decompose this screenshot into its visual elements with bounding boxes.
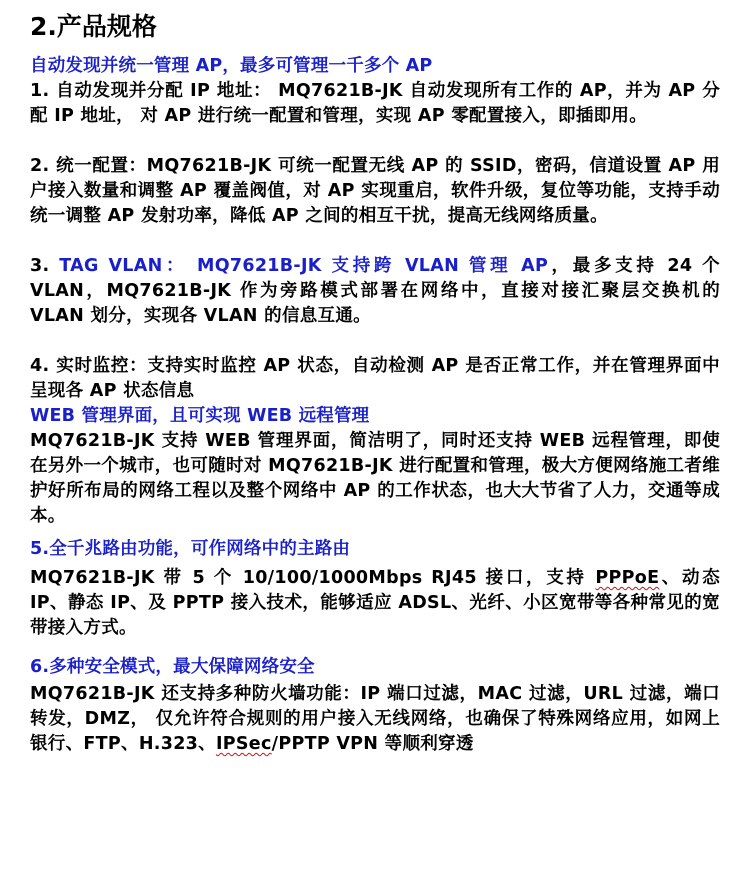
paragraph-security-modes xyxy=(30,682,720,757)
security-text-b: /PPTP VPN 等顺利穿透 xyxy=(271,734,474,754)
paragraph-tag-vlan xyxy=(30,254,720,329)
routing-text-a: MQ7621B-JK 带 5 个 10/100/1000Mbps RJ45 接口，支持 xyxy=(30,568,596,588)
section-title: 2.产品规格 xyxy=(30,12,157,41)
paragraph-auto-discovery: 1. 自动发现并分配 IP 地址： MQ7621B-JK 自动发现所有工作的 AP，并为 AP 分配 IP 地址， 对 AP 进行统一配置和管理，实现 AP 零配置接入，即插即用。 xyxy=(30,81,720,126)
paragraph-realtime-monitor: 4. 实时监控：支持实时监控 AP 状态，自动检测 AP 是否正常工作，并在管理界面中呈现各 AP 状态信息 xyxy=(30,356,720,401)
heading-security-modes: 6.多种安全模式，最大保障网络安全 xyxy=(30,657,315,677)
pppoe-term: PPPoE xyxy=(595,568,660,588)
security-text-a: MQ7621B-JK 还支持多种防火墙功能：IP 端口过滤，MAC 过滤，URL 过滤，端口转发，DMZ， 仅允许符合规则的用户接入无线网络，也确保了特殊网络应用，如网上银行、FTP、H.323、 xyxy=(30,684,720,754)
ipsec-term: IPSec xyxy=(215,734,272,754)
tag-vlan-rest: ，最多支持 24 个 VLAN，MQ7621B-JK 作为旁路模式部署在网络中，直接对接汇聚层交换机的 VLAN 划分，实现各 VLAN 的信息互通。 xyxy=(30,256,720,326)
paragraph-web-management: MQ7621B-JK 支持 WEB 管理界面，简洁明了，同时还支持 WEB 远程管理，即使在另外一个城市，也可随时对 MQ7621B-JK 进行配置和管理，极大方便网络施工者维护好所布局的网络工程以及整个网络中 AP 的工作状态，也大大节省了人力，交通等成本。 xyxy=(30,431,720,526)
heading-web-management: WEB 管理界面，且可实现 WEB 远程管理 xyxy=(30,406,370,426)
tag-vlan-prefix: 3. xyxy=(30,256,60,276)
paragraph-unified-config: 2. 统一配置：MQ7621B-JK 可统一配置无线 AP 的 SSID，密码，信道设置 AP 用户接入数量和调整 AP 覆盖阀值，对 AP 实现重启，软件升级，复位等功能，支持手动统一调整 AP 发射功率，降低 AP 之间的相互干扰，提高无线网络质量。 xyxy=(30,156,720,226)
paragraph-gigabit-routing xyxy=(30,566,720,641)
heading-ap-management: 自动发现并统一管理 AP，最多可管理一千多个 AP xyxy=(30,56,433,76)
routing-text-b: 、动态 IP、静态 IP、及 PPTP 接入技术，能够适应 ADSL、光纤、小区宽带等各种常见的宽带接入方式。 xyxy=(30,568,720,638)
heading-gigabit-routing: 5.全千兆路由功能，可作网络中的主路由 xyxy=(30,539,351,559)
tag-vlan-highlight: TAG VLAN： MQ7621B-JK 支持跨 VLAN 管理 AP xyxy=(59,256,549,276)
